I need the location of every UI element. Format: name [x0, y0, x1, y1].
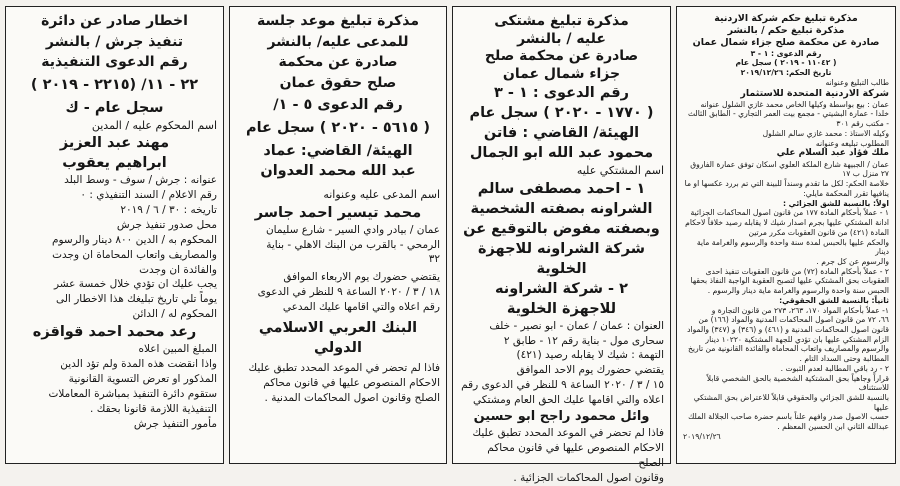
judge-label: الهيئة/ القاضي: عماد: [263, 143, 413, 159]
address-line: رقم الاعلام / السند التنفيذي : ٠: [80, 189, 217, 202]
creditor-name: رعد محمد احمد قواقزه: [32, 324, 197, 341]
register-number: ( ١٧٧٠ - ٢٠٢٠ ) سجل عام: [469, 105, 654, 121]
defendant-line: الشراونه بصفته الشخصية: [470, 200, 653, 217]
body-line: - مكتب رقم ٣٠١: [836, 119, 889, 129]
body-line: عمان / الجبيهة شارع الملكة العلوي اسكان توفق عمارة الفاروق: [690, 159, 889, 169]
body-line: الزام المشتكي عليها بان تؤدي للجهة المشتكية ١٠٢٢٠ دينار: [705, 334, 889, 344]
footer-line: الاحكام المنصوص عليها في قانون محاكم الصلح: [487, 441, 664, 469]
notice-heading: مذكرة تبليغ موعد جلسة: [256, 13, 420, 29]
body-line: الحبس سنة واحدة والرسوم والغرامة ماية دينار والرسوم .: [707, 286, 889, 296]
signature-line: مأمور التنفيذ جرش: [133, 417, 217, 430]
claimant-name: البنك العربي الاسلامي الدولي: [258, 320, 418, 357]
debtor-label: اسم المحكوم عليه / المدين: [91, 118, 217, 132]
address-line: محل صدور تنفيذ جرش: [116, 218, 217, 231]
defendant-line: وبصفته مفوض بالتوقيع عن: [463, 220, 660, 237]
hearing-line: ١٥ / ٣ / ٢٠٢٠ الساعة ٩ للنظر في الدعوى رقم: [461, 379, 664, 392]
notice-heading: مذكرة تبليغ حكم / بالنشر: [727, 24, 845, 36]
body-line: المطلوب تبليغه وعنوانه: [815, 138, 889, 148]
charge-line: التهمة : شيك لا يقابله رصيد (٤٢١): [516, 349, 664, 362]
notice-judgment-jordanian-company: [676, 6, 896, 464]
notice-heading: تنفيذ جرش / بالنشر: [45, 33, 184, 50]
respondent-name: ملك فؤاد عبد السلام علي: [776, 148, 889, 159]
debtor-name: ابراهيم يعقوب: [62, 155, 167, 172]
closing-date: ٢٠١٩/١٢/٢٦: [683, 431, 721, 441]
address-line: المحكوم به / الدين ٨٠٠ دينار والرسوم: [51, 233, 217, 246]
notice-heading: صادرة عن محكمة صلح جزاء شمال عمان: [692, 36, 880, 48]
notice-heading: اخطار صادر عن دائرة: [41, 13, 188, 29]
hearing-line: يقتضي حضورك يوم الاربعاء الموافق: [283, 271, 440, 284]
address-line: الرمحي - بالقرب من البنك الاهلي - بناية: [266, 238, 440, 251]
judge-name: عبد الله محمد العدوان: [260, 163, 416, 179]
defendant-line: للاجهزة الخلوية: [506, 300, 617, 317]
section-heading: ثانياً: بالنسبة للشق الحقوقي:: [779, 295, 889, 305]
address-line: المحكوم له / الدائن: [132, 308, 217, 321]
body-line: ادانة المشتكي عليها بجرم اصدار شيك لا يقابله رصيد خلافاً لاحكام: [685, 218, 889, 228]
defendant-label: اسم المدعى عليه وعنوانه: [323, 188, 440, 201]
debtor-name: مهند عبد العزيز: [59, 135, 170, 152]
body-line: خلاصة الحكم: لكل ما تقدم وسنداً للبينة التي تم بررد عكسها او ما: [684, 179, 889, 189]
body-line: ٢ - رد باقي المطالبة لعدم الثبوت .: [780, 363, 889, 373]
body-line: العقوبات بحق المشتكي عليها لتصبح العقوبة الواجبة النفاذ بحقها: [690, 276, 889, 286]
body-line: ينافيها تقرر المحكمة مايلي:: [803, 188, 889, 198]
body-line: ٢ - عملاً بأحكام المادة (٧٢) من قانون العقوبات تنفيذ احدى: [705, 266, 889, 276]
notice-hearing-date: [229, 6, 447, 464]
notice-execution-jerash: [5, 6, 224, 464]
body-line: ١- عملاً بأحكام المواد ١٧٠، ٢٦٣، ٢٧٣ من قانون التجارة و: [711, 305, 889, 315]
address-line: والفائدة ان وجدت: [139, 263, 217, 276]
footer-line: الصلح وقانون اصول المحاكمات المدنية .: [264, 391, 440, 404]
judge-label: الهيئة/ القاضي : فاتن: [483, 125, 640, 141]
body-line: والحكم عليها بالحبس لمدة سنة واحدة والرسوم والغرامة ماية دينار: [696, 237, 889, 257]
body-line: خلدا - عمارة البشيتي - مجمع بيت العمر التجاري - الطابق الثالث: [687, 109, 889, 119]
hearing-line: يقتضي حضورك يوم الاحد الموافق: [516, 364, 664, 377]
notice-heading: صادرة عن محكمة صلح: [484, 48, 639, 64]
body-line: والرسوم والمصاريف واتعاب المحاماة والفائدة القانونية من تاريخ: [688, 344, 889, 354]
footer-line: ستقوم دائرة التنفيذ بمباشرة المعاملات: [48, 387, 217, 400]
register-number: ( ٥٦١٥ - ٢٠٢٠ ) سجل عام: [245, 120, 431, 136]
notice-complaint-summons: [452, 6, 671, 484]
judgment-date: تاريخ الحكم: ٢٠١٩/١٢/٢٦: [740, 68, 832, 78]
body-line: والرسوم عن كل جرم .: [816, 256, 889, 266]
address-line: عمان / بيادر وادي السير - شارع سليمان: [265, 223, 440, 236]
body-line: وكيله الاستاذ : محمد غازي سالم الشلول: [762, 128, 889, 138]
body-line: قانون اصول المحاكمات المدنية و (٤٦١) و (٣٤٦) و (٣٤٧) والمواد: [687, 324, 889, 334]
address-line: تاريخه : ٣٠ / ٦ / ٢٠١٩: [120, 203, 217, 216]
notice-heading: رقم الدعوى التنفيذية: [41, 54, 188, 70]
notice-heading: عليه / بالنشر: [517, 30, 606, 47]
body-line: ١ - عملاً بأحكام المادة ١٧٧ من قانون اصول المحاكمات الجزائية: [690, 208, 889, 218]
footer-line: التنفيذية اللازمة قانونا بحقك .: [90, 402, 217, 415]
address-line: والمصاريف واتعاب المحاماة ان وجدت: [52, 248, 217, 261]
body-line: عمان : بيع بواسطة وكيلها الخاص محمد غازي الشلول عنوانه: [700, 99, 889, 109]
footer-line: وقانون اصول المحاكمات الجزائية .: [513, 471, 664, 484]
section-heading: اولاً: بالنسبة للشق الجزائي :: [782, 198, 889, 208]
notice-heading: مذكرة تبليغ مشتكى: [494, 13, 629, 29]
footer-line: فاذا لم تحضر في الموعد المحدد تطبق عليك: [248, 362, 440, 375]
address-line: يوماً تلي تاريخ تبليغك هذا الاخطار الى: [55, 293, 217, 306]
hearing-line: اعلاه والتي اقامها عليك الحق العام ومشتكي: [473, 394, 664, 407]
footer-line: فاذا لم تحضر في الموعد المحدد تطبق عليك: [472, 426, 664, 439]
body-line: المطالبة وحتى السداد التام .: [799, 354, 889, 364]
address-line: سحارى مول - بناية رقم ١٢ - طابق ٢: [503, 334, 664, 347]
judge-name: محمود عبد الله ابو الجمال: [469, 145, 654, 161]
notice-heading: جزاء شمال عمان: [502, 65, 621, 82]
body-line: ٢٧ منزل ب ١٧: [842, 169, 889, 179]
notice-heading: صادرة عن محكمة: [278, 54, 398, 70]
footer-line: المذكور او تعرض التسوية القانونية: [68, 372, 217, 385]
notice-heading: للمدعى عليه/ بالنشر: [267, 33, 409, 50]
register-number: ( ١١٠٤٢ - ٢٠١٩ ) سجل عام: [735, 58, 837, 68]
case-number: رقم الدعوى ٥ - ١/: [273, 97, 403, 113]
defendant-line: ١ - احمد مصطفى سالم: [477, 180, 646, 197]
body-line: حسب الاصول صدر وافهم علناً باسم حضرة صاحب الجلالة الملك عبدالله الثاني ابن الحسين المعظم .: [688, 412, 889, 432]
footer-line: الاحكام المنصوص عليها في قانون محاكم: [263, 376, 440, 389]
body-line: ٦٦، ٧٢ من قانون اصول المحاكمات المدنية والمواد (١٦٦) من: [698, 315, 889, 325]
defendant-name: محمد تيسير احمد جاسر: [254, 204, 422, 221]
notice-heading: مذكرة تبليغ حكم شركة الاردنية: [714, 13, 858, 24]
requester-label: طالب التبليغ وعنوانه: [825, 77, 889, 87]
case-number: رقم الدعوى : ١ - ٣: [750, 48, 822, 58]
body-line: المادة (٤٢١) من قانون العقوبات مكرر مرتين: [748, 227, 889, 237]
requester-name: شركة الاردنية المتحدة للاستثمار: [740, 87, 889, 99]
case-number: ٢٢ - ١١/ (٢٢١٥ - ٢٠١٩ ): [30, 76, 199, 93]
address-line: العنوان : عمان / عمان - ابو نصير - خلف: [489, 319, 664, 332]
footer-line: المبلغ المبين اعلاه: [138, 343, 217, 356]
address-line: ٣٢: [428, 253, 440, 266]
body-line: بالنسبة للشق الجزائي والحقوقي قابلاً للاعتراض بحق المشتكي عليها: [693, 393, 889, 412]
footer-line: واذا انقضت هذه المدة ولم تؤد الدين: [60, 358, 217, 371]
defendant-line: ٢ - شركة الشراونه: [495, 280, 628, 297]
address-line: عنوانه : جرش / سوف - وسط البلد: [64, 174, 217, 187]
case-number: رقم الدعوى : ١ - ٣: [493, 85, 630, 101]
claimant-name: وائل محمود راجح ابو حسين: [473, 409, 650, 425]
address-line: يجب عليك ان تؤدي خلال خمسة عشر: [53, 278, 217, 291]
body-line: قراراً وجاهياً بحق المشتكية الشخصية بالحق الشخصي قابلاً للاستئناف: [706, 373, 889, 393]
defendant-line: شركة الشراونه للاجهزة الخلوية: [477, 240, 646, 277]
notice-heading: صلح حقوق عمان: [279, 74, 397, 91]
hearing-line: رقم اعلاه والتي اقامها عليك المدعي: [282, 301, 440, 314]
hearing-line: ١٨ / ٣ / ٢٠٢٠ الساعة ٩ للنظر في الدعوى: [257, 286, 440, 299]
register-number: سجل عام - ك: [65, 99, 164, 116]
complainant-label: اسم المشتكي عليه: [576, 164, 664, 177]
